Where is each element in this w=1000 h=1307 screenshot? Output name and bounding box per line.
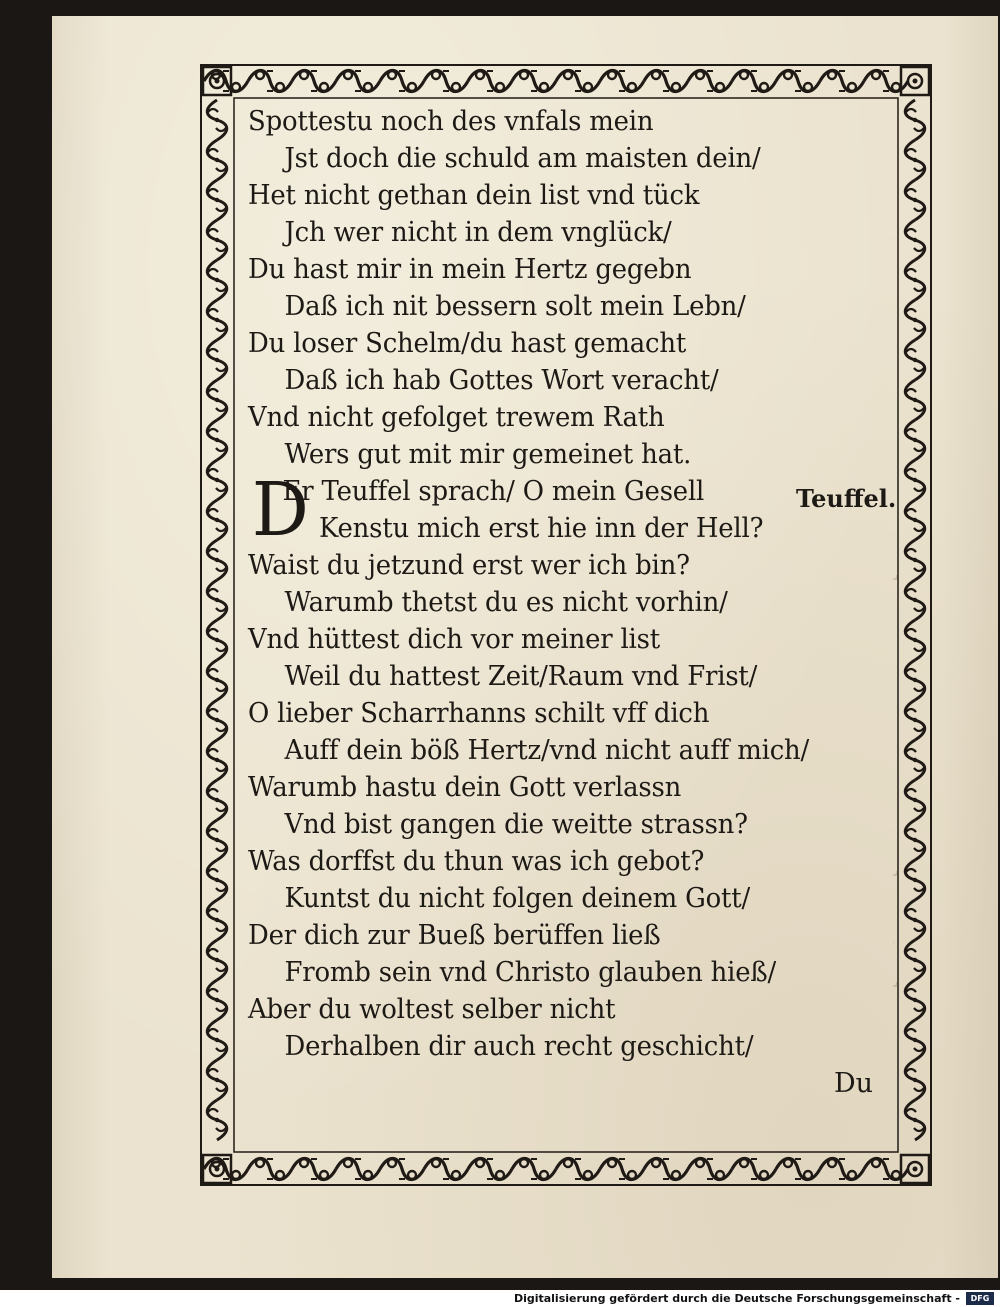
verse-line: Jch wer nicht in dem vnglück/ — [284, 217, 672, 248]
verse-line: Auff dein böß Hertz/vnd nicht auff mich/ — [284, 735, 810, 766]
verse-text: Er Teuffel sprach/ O mein Gesell — [282, 476, 705, 507]
verse-line: Vnd bist gangen die weitte strassn? — [284, 809, 748, 840]
funding-notice: Digitalisierung gefördert durch die Deutsche Forschungsgemeinschaft - — [513, 1292, 960, 1305]
verse-line: Derhalben dir auch recht geschicht/ — [284, 1031, 754, 1062]
verse-line: Wers gut mit mir gemeinet hat. — [284, 439, 692, 470]
verse-line: Vnd hüttest dich vor meiner list — [248, 624, 661, 655]
verse-line: Daß ich hab Gottes Wort veracht/ — [284, 365, 719, 396]
drop-cap-initial: D — [251, 467, 309, 553]
verse-line: Kuntst du nicht folgen deinem Gott/ — [284, 883, 751, 914]
verse-line: Daß ich nit bessern solt mein Lebn/ — [284, 291, 746, 322]
verse-line: Fromb sein vnd Christo glauben hieß/ — [284, 957, 777, 988]
verse-line: Vnd nicht gefolget trewem Rath — [248, 402, 665, 433]
verse-line: Was dorffst du thun was ich gebot? — [248, 846, 705, 877]
verse-line: Jst doch die schuld am maisten dein/ — [284, 143, 761, 174]
verse-line: Warumb hastu dein Gott verlassn — [248, 772, 682, 803]
verse-line: Du hast mir in mein Hertz gegebn — [248, 254, 692, 285]
speaker-label: Teuffel. — [796, 484, 897, 513]
catchword: Du — [834, 1068, 874, 1099]
verse-line: Kenstu mich erst hie inn der Hell? — [319, 513, 764, 544]
dfg-logo: DFG — [966, 1292, 994, 1305]
verse-line: Warumb thetst du es nicht vorhin/ — [284, 587, 728, 618]
footer-bar — [0, 1290, 1000, 1307]
verse-line: Waist du jetzund erst wer ich bin? — [248, 550, 690, 581]
verse-line: Der dich zur Bueß berüffen ließ — [248, 920, 661, 951]
verse-line: Spottestu noch des vnfals mein — [248, 106, 654, 137]
verse-line: O lieber Scharrhanns schilt vff dich — [248, 698, 710, 729]
verse-block — [248, 103, 888, 1065]
verse-line: Het nicht gethan dein list vnd tück — [248, 180, 700, 211]
verse-line: Du loser Schelm/du hast gemacht — [248, 328, 687, 359]
verse-line: Weil du hattest Zeit/Raum vnd Frist/ — [284, 661, 758, 692]
verse-line: Aber du woltest selber nicht — [248, 994, 616, 1025]
